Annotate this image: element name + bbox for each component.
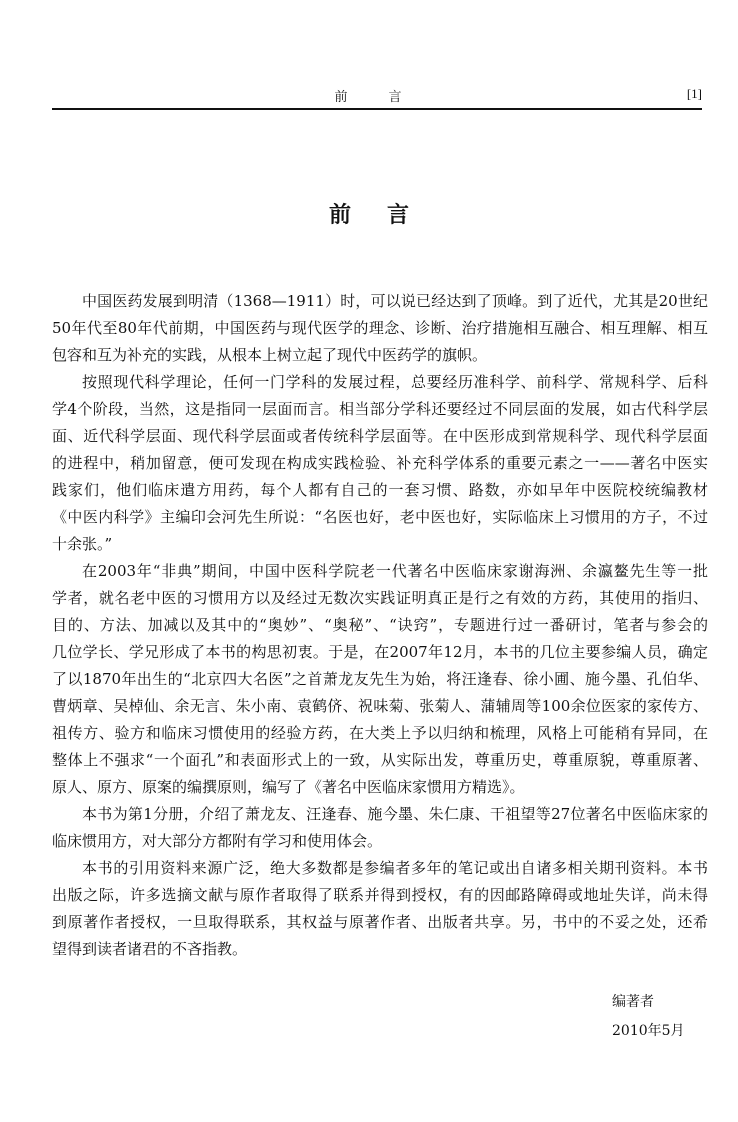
text-line: 包容和互为补充的实践，从根本上树立起了现代中医药学的旗帜。: [52, 346, 488, 364]
text-line: 原人、原方、原案的编撰原则，编写了《著名中医临床家惯用方精选》。: [52, 778, 525, 796]
text-line: 《中医内科学》主编印会河先生所说：“名医也好，老中医也好，实际临床上习惯用的方子，不过: [52, 508, 708, 526]
text-line: 临床惯用方，对大部分方都附有学习和使用体会。: [52, 832, 383, 850]
text-line: 目的、方法、加减以及其中的“奥妙”、“奥秘”、“诀窍”，专题进行过一番研讨，笔者与参会的: [52, 616, 708, 634]
text-line: 学4个阶段，当然，这是指同一层面而言。相当部分学科还要经过不同层面的发展，如古代科学层: [52, 400, 708, 418]
text-line: 望得到读者诸君的不吝指教。: [52, 940, 248, 958]
text-line: 中国医药发展到明清（1368—1911）时，可以说已经达到了顶峰。到了近代，尤其是20世纪: [82, 292, 708, 310]
text-line: 几位学长、学兄形成了本书的构思初衷。于是，在2007年12月，本书的几位主要参编人员，确定: [52, 643, 708, 661]
text-line: 在2003年“非典”期间，中国中医科学院老一代著名中医临床家谢海洲、余瀛鳌先生等一批: [82, 562, 708, 580]
header-rule: [52, 108, 702, 110]
text-line: 到原著作者授权，一旦取得联系，其权益与原著作者、出版者共享。另，书中的不妥之处，还希: [52, 913, 708, 931]
text-line: 祖传方、验方和临床习惯使用的经验方药，在大类上予以归纳和梳理，风格上可能稍有异同，在: [52, 724, 708, 742]
text-line: 本书为第1分册，介绍了萧龙友、汪逢春、施今墨、朱仁康、干祖望等27位著名中医临床家的: [82, 805, 708, 823]
running-title: 前 言: [334, 90, 416, 105]
text-line: 本书的引用资料来源广泛，绝大多数都是参编者多年的笔记或出自诸多相关期刊资料。本书: [82, 859, 708, 877]
paragraph: [52, 369, 708, 558]
text-line: 出版之际，许多选摘文献与原作者取得了联系并得到授权，有的因邮路障碍或地址失详，尚未得: [52, 886, 708, 904]
signature-date: 2010年5月: [612, 1023, 685, 1039]
signature-author: 编著者: [612, 994, 654, 1010]
text-line: 面、近代科学层面、现代科学层面或者传统科学层面等。在中医形成到常规科学、现代科学层面: [52, 427, 708, 445]
preface-body: [52, 288, 708, 963]
paragraph: [52, 855, 708, 963]
text-line: 十余张。”: [52, 535, 113, 553]
text-line: 按照现代科学理论，任何一门学科的发展过程，总要经历准科学、前科学、常规科学、后科: [82, 373, 708, 391]
text-line: 整体上不强求“一个面孔”和表面形式上的一致，从实际出发，尊重历史，尊重原貌，尊重原著、: [52, 751, 708, 769]
page-title: 前言: [328, 202, 445, 228]
paragraph: [52, 801, 708, 855]
paragraph: [52, 558, 708, 801]
text-line: 践家们，他们临床遣方用药，每个人都有自己的一套习惯、路数，亦如早年中医院校统编教材: [52, 481, 708, 499]
text-line: 学者，就名老中医的习惯用方以及经过无数次实践证明真正是行之有效的方药，其使用的指归、: [52, 589, 708, 607]
page-number: [1]: [686, 86, 702, 101]
paragraph: [52, 288, 708, 369]
text-line: 了以1870年出生的“北京四大名医”之首萧龙友先生为始，将汪逢春、徐小圃、施今墨、孔伯华、: [52, 670, 708, 688]
text-line: 50年代至80年代前期，中国医药与现代医学的理念、诊断、治疗措施相互融合、相互理解、相互: [52, 319, 708, 337]
text-line: 曹炳章、吴棹仙、余无言、朱小南、袁鹤侪、祝味菊、张菊人、蒲辅周等100余位医家的家传方、: [52, 697, 708, 715]
text-line: 的进程中，稍加留意，便可发现在构成实践检验、补充科学体系的重要元素之一——著名中医实: [52, 454, 708, 472]
